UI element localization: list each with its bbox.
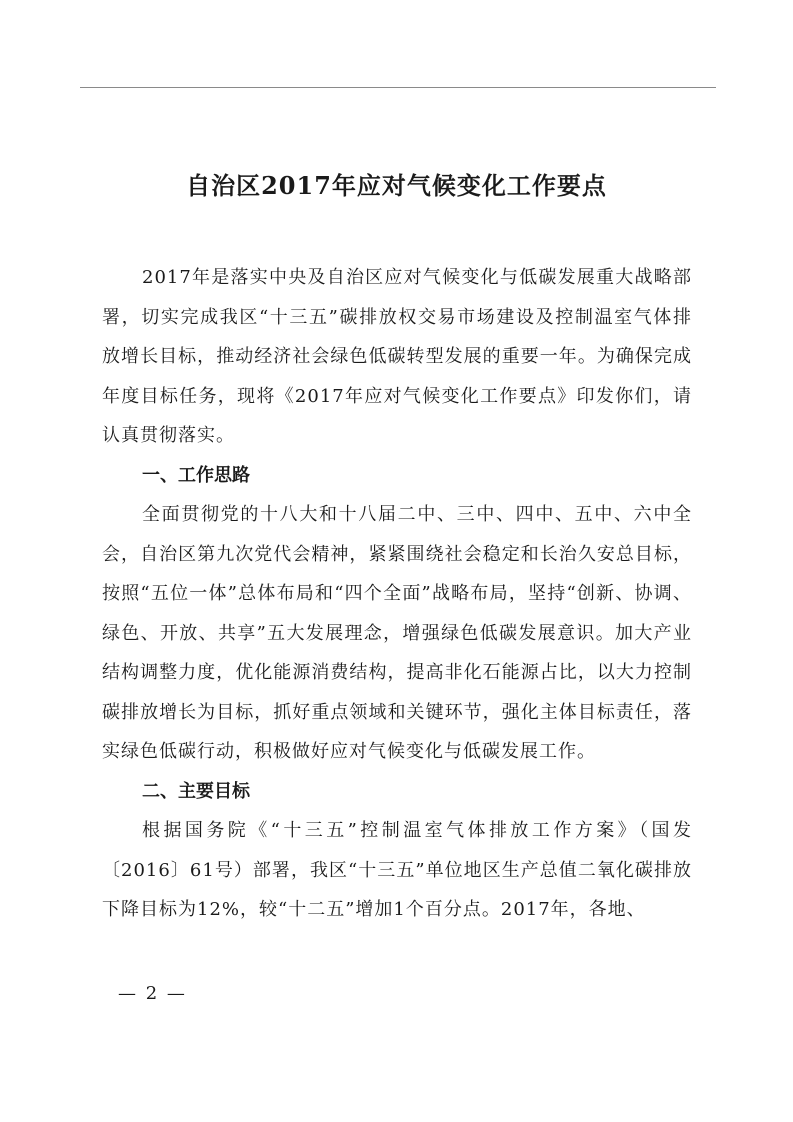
- document-body: [102, 258, 692, 930]
- section-paragraph-2: 根据国务院《“十三五”控制温室气体排放工作方案》（国发〔2016〕61号）部署，我区“十三五”单位地区生产总值二氧化碳排放下降目标为12%，较“十二五”增加1个百分点。2017年，各地、: [102, 820, 692, 920]
- intro-paragraph: 2017年是落实中央及自治区应对气候变化与低碳发展重大战略部署，切实完成我区“十三五”碳排放权交易市场建设及控制温室气体排放增长目标，推动经济社会绿色低碳转型发展的重要一年。为确保完成年度目标任务，现将《2017年应对气候变化工作要点》印发你们，请认真贯彻落实。: [102, 267, 692, 446]
- section-heading-2: 二、主要目标: [142, 780, 250, 802]
- document-title: 自治区2017年应对气候变化工作要点: [186, 171, 607, 200]
- section-heading-1: 一、工作思路: [142, 464, 250, 486]
- header-rule: [80, 87, 716, 88]
- section-paragraph-1: 全面贯彻党的十八大和十八届二中、三中、四中、五中、六中全会，自治区第九次党代会精神，紧紧围绕社会稳定和长治久安总目标，按照“五位一体”总体布局和“四个全面”战略布局，坚持“创新、协调、绿色、开放、共享”五大发展理念，增强绿色低碳发展意识。加大产业结构调整力度，优化能源消费结构，提高非化石能源占比，以大力控制碳排放增长为目标，抓好重点领域和关键环节，强化主体目标责任，落实绿色低碳行动，积极做好应对气候变化与低碳发展工作。: [102, 504, 692, 762]
- page-number: — 2 —: [118, 983, 187, 1004]
